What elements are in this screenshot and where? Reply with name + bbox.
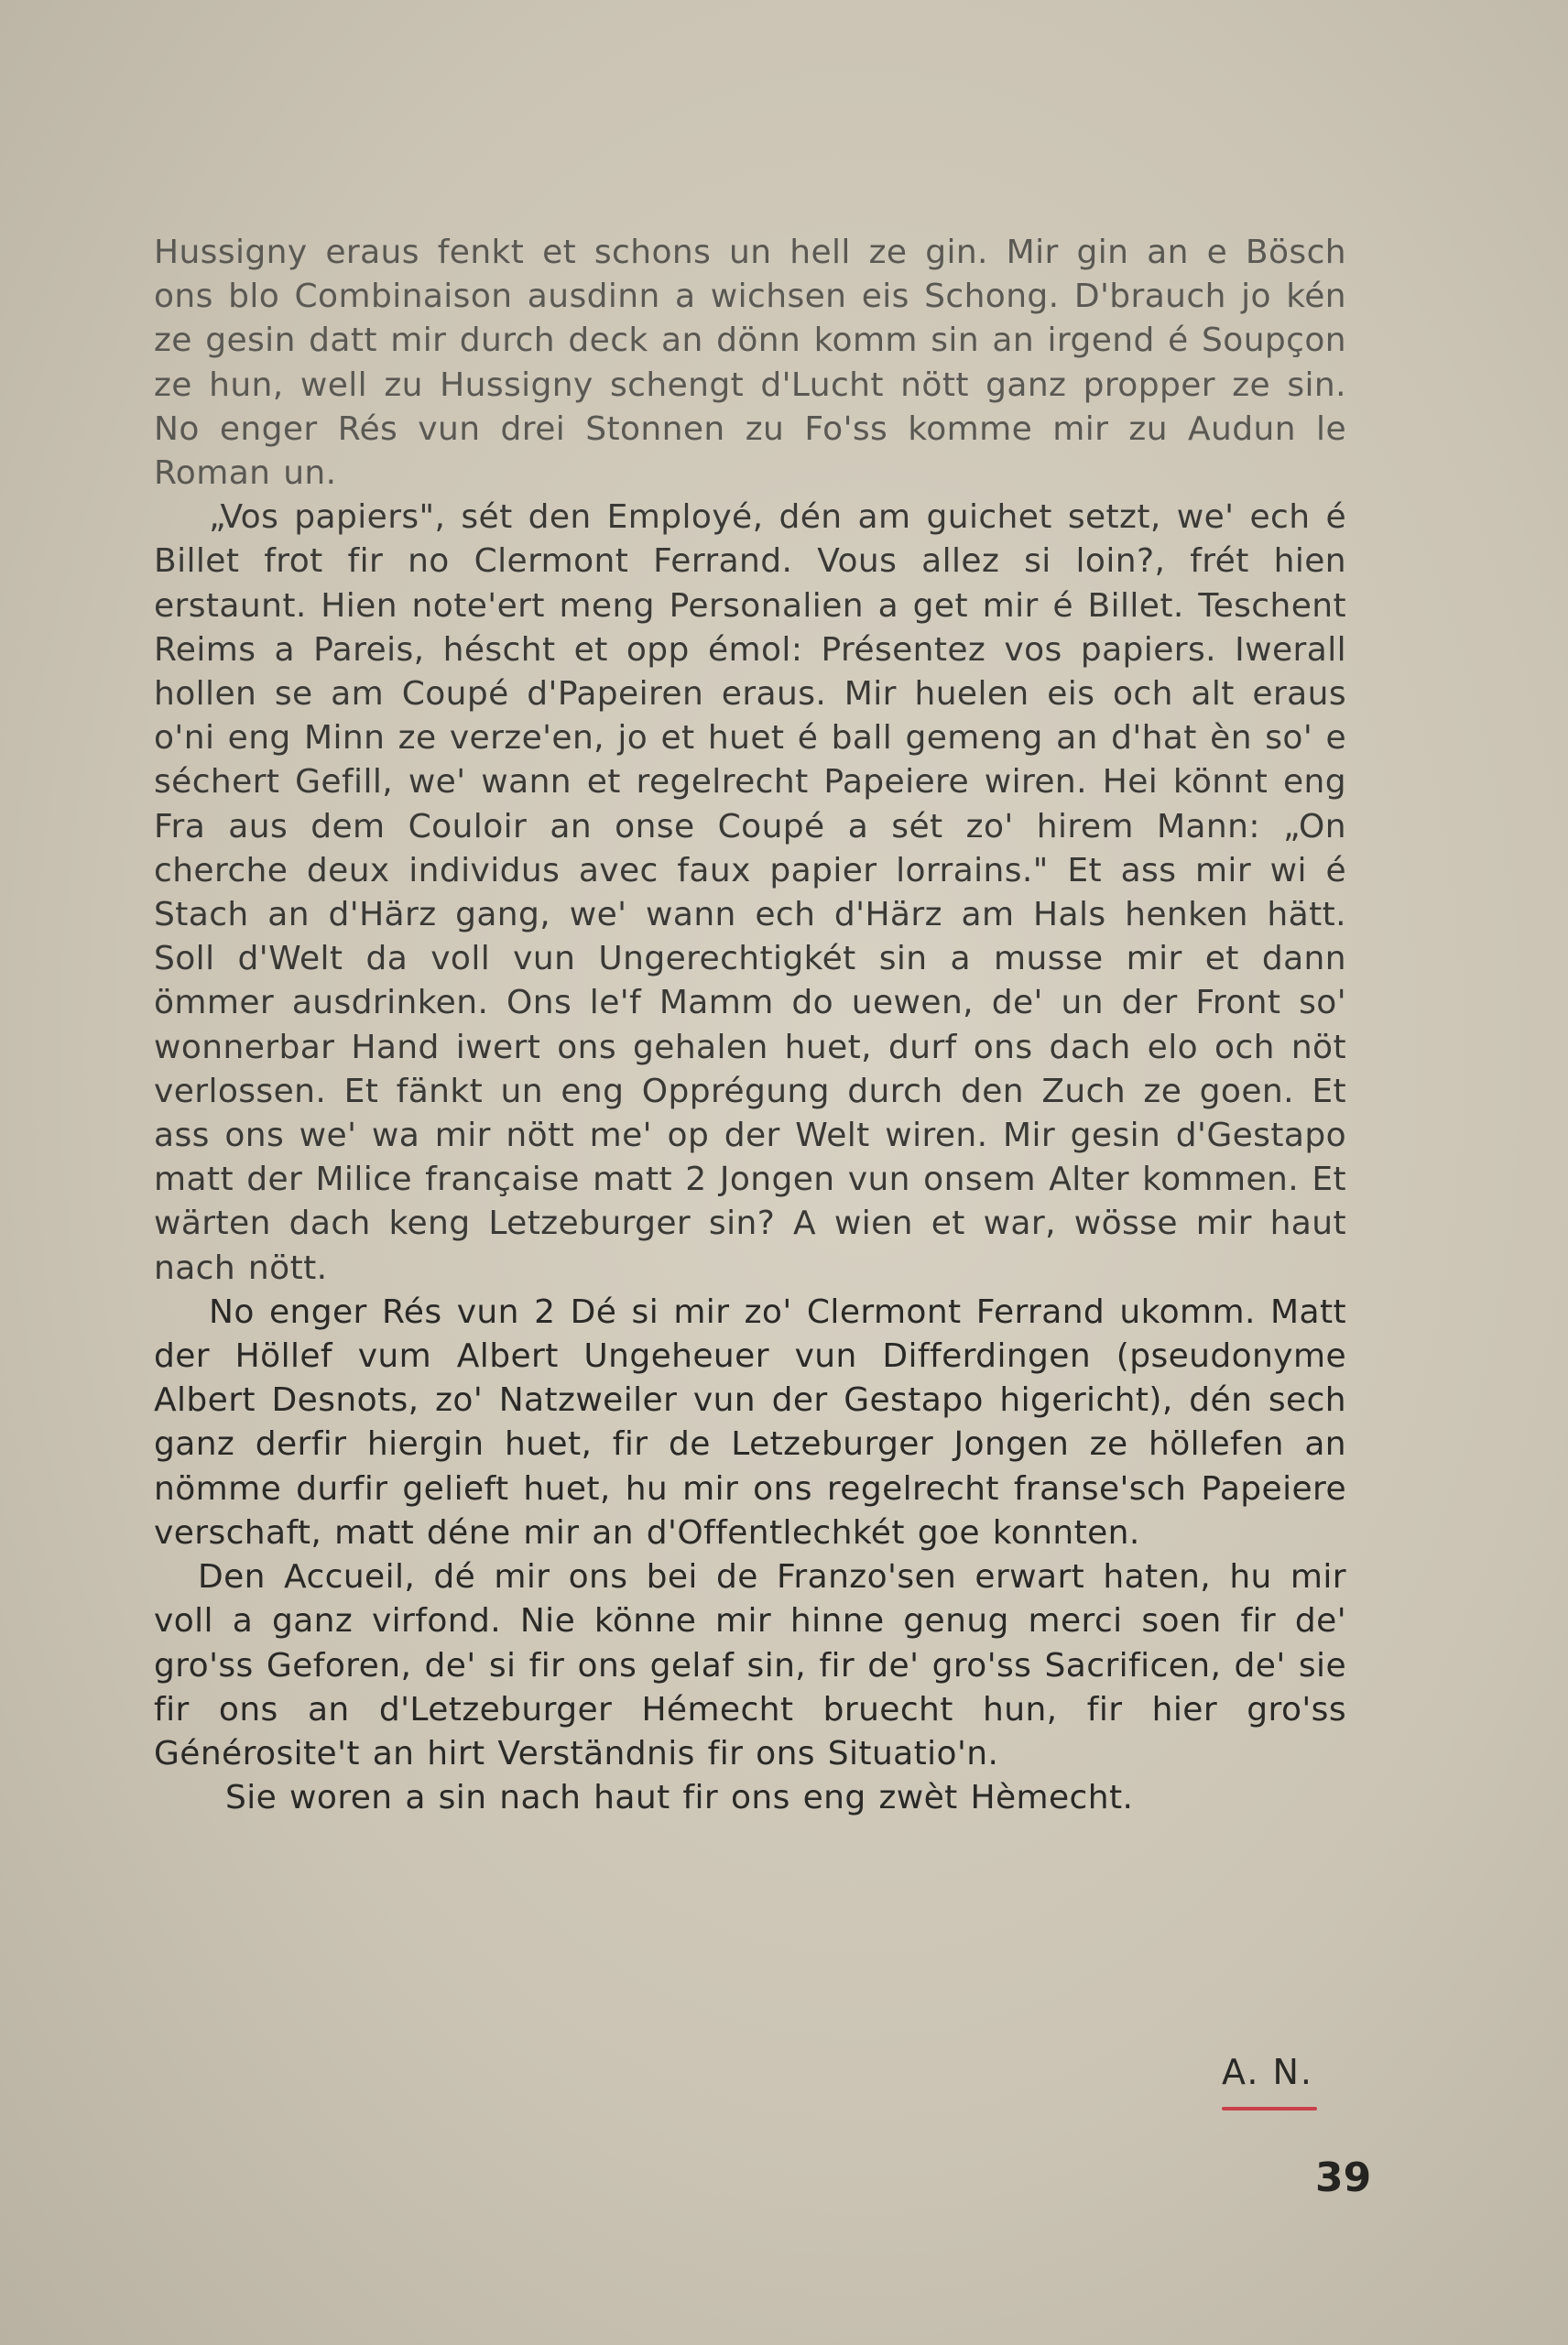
paragraph-1: Hussigny eraus fenkt et schons un hell ze gin. Mir gin an e Bösch ons blo Combinaison ausdinn a wichsen eis Schong. D'brauch jo kén ze gesin datt mir durch deck an dönn komm sin an irgend é Soupçon ze hun, well zu Hussigny schengt d'Lucht nött ganz propper ze sin. No enger Rés vun drei Stonnen zu Fo'ss komme mir zu Audun le Roman un. — [154, 234, 1346, 493]
author-signature: A. N. — [1222, 2052, 1313, 2092]
body-text — [154, 231, 1346, 1820]
paragraph-3: No enger Rés vun 2 Dé si mir zo' Clermont Ferrand ukomm. Matt der Höllef vum Albert Ungeheuer vun Differdingen (pseudonyme Albert Desnots, zo' Natzweiler vun der Gestapo higericht), dén sech ganz derfir hiergin huet, fir de Letzeburger Jongen ze höllefen an nömme durfir gelieft huet, hu mir ons regelrecht franse'sch Papeiere verschaft, matt déne mir an d'Offentlechkét goe konnten. — [154, 1292, 1346, 1552]
page-number: 39 — [1315, 2154, 1372, 2201]
paragraph-5: Sie woren a sin nach haut fir ons eng zwèt Hèmecht. — [225, 1779, 1134, 1817]
paragraph-2: „Vos papiers", sét den Employé, dén am guichet setzt, we' ech é Billet frot fir no Clermont Ferrand. Vous allez si loin?, frét hien erstaunt. Hien note'ert meng Personalien a get mir é Billet. Teschent Reims a Pareis, héscht et opp émol: Présentez vos papiers. Iwerall hollen se am Coupé d'Papeiren eraus. Mir huelen eis och alt eraus o'ni eng Minn ze verze'en, jo et huet é ball gemeng an d'hat èn so' e séchert Gefill, we' wann et regelrecht Papeiere wiren. Hei könnt eng Fra aus dem Couloir an onse Coupé a sét zo' hirem Mann: „On cherche deux individus avec faux papier lorrains." Et ass mir wi é Stach an d'Härz gang, we' wann ech d'Härz am Hals henken hätt. Soll d'Welt da voll vun Ungerechtigkét sin a musse mir et dann ömmer ausdrinken. Ons le'f Mamm do uewen, de' un der Front so' wonnerbar Hand iwert ons gehalen huet, durf ons dach elo och nöt verlossen. Et fänkt un eng Opprégung durch den Zuch ze goen. Et ass ons we' wa mir nött me' op der Welt wiren. Mir gesin d'Gestapo matt der Milice française matt 2 Jongen vun onsem Alter kommen. Et wärten dach keng Letzeburger sin? A wien et war, wösse mir haut nach nött. — [154, 498, 1346, 1287]
signature-underline — [1222, 2107, 1317, 2110]
paragraph-4: Den Accueil, dé mir ons bei de Franzo'sen erwart haten, hu mir voll a ganz virfond. Nie könne mir hinne genug merci soen fir de' gro'ss Geforen, de' si fir ons gelaf sin, fir de' gro'ss Sacrificen, de' sie fir ons an d'Letzeburger Hémecht bruecht hun, fir hier gro'ss Générosite't an hirt Verständnis fir ons Situatio'n. — [154, 1558, 1346, 1772]
